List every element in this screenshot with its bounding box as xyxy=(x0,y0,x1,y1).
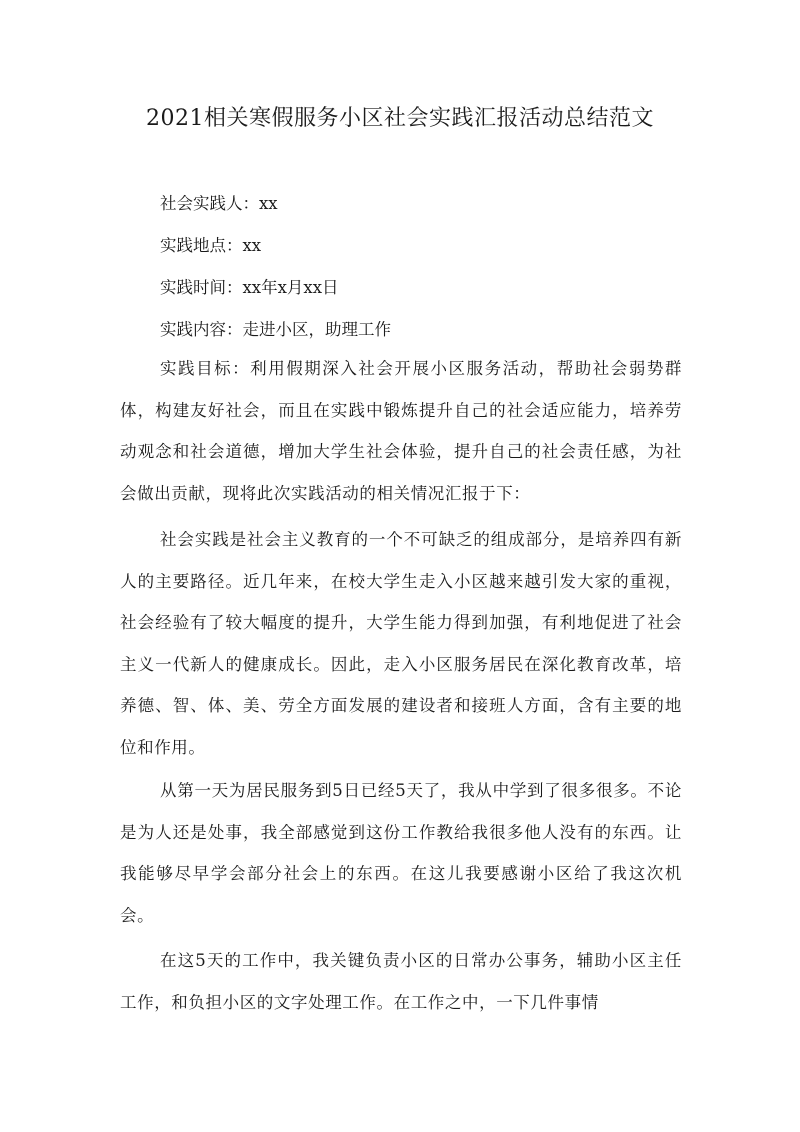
paragraph-experience: 从第一天为居民服务到5日已经5天了，我从中学到了很多很多。不论是为人还是处事，我全部感觉到这份工作教给我很多他人没有的东西。让我能够尽早学会部分社会上的东西。在这儿我要感谢小区给了我这次机会。 xyxy=(120,781,682,925)
paragraph-significance: 社会实践是社会主义教育的一个不可缺乏的组成部分，是培养四有新人的主要路径。近几年来，在校大学生走入小区越来越引发大家的重视，社会经验有了较大幅度的提升，大学生能力得到加强，有利地促进了社会主义一代新人的健康成长。因此，走入小区服务居民在深化教育改革，培养德、智、体、美、劳全方面发展的建设者和接班人方面，含有主要的地位和作用。 xyxy=(120,530,682,757)
meta-time: 实践时间：xx年x月xx日 xyxy=(160,278,339,297)
meta-content: 实践内容：走进小区，助理工作 xyxy=(160,320,391,339)
paragraph-objective: 实践目标：利用假期深入社会开展小区服务活动，帮助社会弱势群体，构建友好社会，而且在实践中锻炼提升自己的社会适应能力，培养劳动观念和社会道德，增加大学生社会体验，提升自己的社会责任感，为社会做出贡献，现将此次实践活动的相关情况汇报于下： xyxy=(120,359,682,503)
meta-practitioner: 社会实践人：xx xyxy=(160,194,278,213)
document-title: 2021相关寒假服务小区社会实践汇报活动总结范文 xyxy=(146,106,654,131)
paragraph-duties: 在这5天的工作中，我关键负责小区的日常办公事务，辅助小区主任工作，和负担小区的文字处理工作。在工作之中，一下几件事情 xyxy=(120,951,682,1012)
meta-location: 实践地点：xx xyxy=(160,236,262,255)
